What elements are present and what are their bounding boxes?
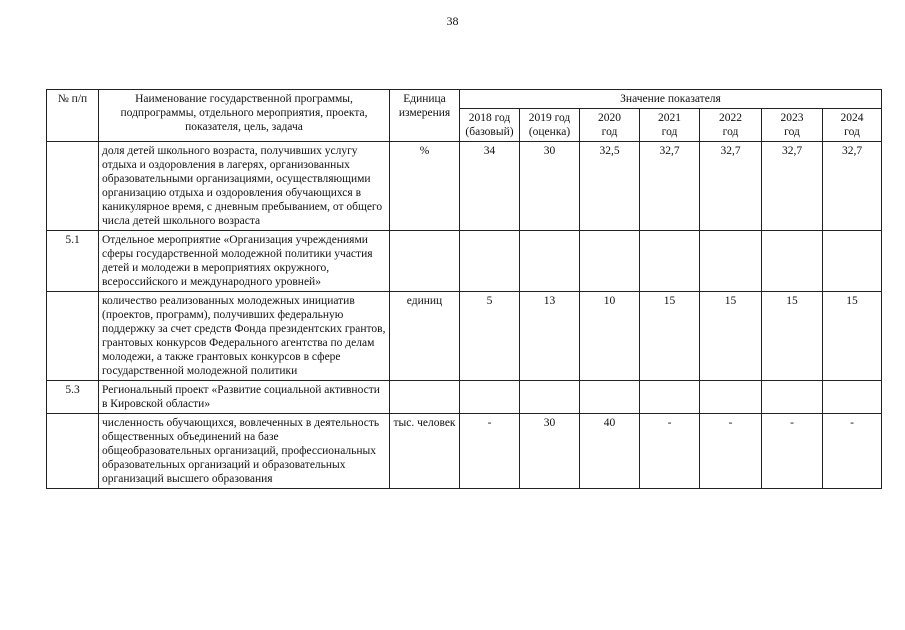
row-value: 32,7 xyxy=(700,142,762,231)
row-unit xyxy=(390,381,460,414)
row-value: 10 xyxy=(580,292,640,381)
header-year-2 xyxy=(580,109,640,142)
row-number xyxy=(47,414,99,489)
header-year-label: 2019 год xyxy=(528,112,571,124)
row-name: Региональный проект «Развитие социальной активности в Кировской области» xyxy=(99,381,390,414)
row-value: - xyxy=(640,414,700,489)
row-unit xyxy=(390,231,460,292)
row-value: 30 xyxy=(520,142,580,231)
indicators-table xyxy=(46,89,882,489)
header-year-note: год xyxy=(601,126,618,138)
row-value xyxy=(762,381,823,414)
header-year-label: 2018 год xyxy=(468,112,511,124)
row-value xyxy=(460,381,520,414)
header-year-label: 2024 xyxy=(840,112,864,124)
row-value: 13 xyxy=(520,292,580,381)
row-value: 32,7 xyxy=(762,142,823,231)
row-number: 5.1 xyxy=(47,231,99,292)
row-unit: тыс. человек xyxy=(390,414,460,489)
row-value: 15 xyxy=(640,292,700,381)
row-value: - xyxy=(460,414,520,489)
row-value xyxy=(762,231,823,292)
row-number xyxy=(47,292,99,381)
header-year-4 xyxy=(700,109,762,142)
header-year-5 xyxy=(762,109,823,142)
header-name: Наименование государственной программы, подпрограммы, отдельного мероприятия, проекта, показателя, цель, задача xyxy=(99,90,390,142)
row-value xyxy=(460,231,520,292)
row-value xyxy=(640,231,700,292)
row-value: - xyxy=(823,414,882,489)
row-value xyxy=(580,381,640,414)
row-value: - xyxy=(700,414,762,489)
header-year-label: 2020 xyxy=(598,112,621,124)
page-number: 38 xyxy=(446,14,459,28)
row-value xyxy=(640,381,700,414)
header-year-note: (оценка) xyxy=(528,126,571,138)
row-value xyxy=(520,231,580,292)
header-number: № п/п xyxy=(47,90,99,142)
header-year-1 xyxy=(520,109,580,142)
header-unit: Единица измерения xyxy=(390,90,460,142)
table-row xyxy=(47,142,882,231)
header-year-note: год xyxy=(784,126,800,138)
row-value xyxy=(580,231,640,292)
row-number: 5.3 xyxy=(47,381,99,414)
row-value: 15 xyxy=(823,292,882,381)
row-name: численность обучающихся, вовлеченных в деятельность общественных объединений на базе общеобразовательных организаций, профессиональных образовательных организаций и образовательных организаций высшего образования xyxy=(99,414,390,489)
row-value: 32,7 xyxy=(640,142,700,231)
header-year-0 xyxy=(460,109,520,142)
header-year-label: 2023 xyxy=(780,112,804,124)
header-year-note: год xyxy=(722,126,739,138)
row-value: 15 xyxy=(762,292,823,381)
table-row xyxy=(47,414,882,489)
row-value: 32,7 xyxy=(823,142,882,231)
table-row xyxy=(47,381,882,414)
row-name: Отдельное мероприятие «Организация учреждениями сферы государственной молодежной политики участия детей и молодежи в мероприятиях окружного, всероссийского и международного уровней» xyxy=(99,231,390,292)
row-unit: % xyxy=(390,142,460,231)
header-year-3 xyxy=(640,109,700,142)
row-value: 32,5 xyxy=(580,142,640,231)
row-name: количество реализованных молодежных инициатив (проектов, программ), получивших федеральную поддержку за счет средств Фонда президентских грантов, грантовых конкурсов Федерального агентства по делам молодежи, а также грантовых конкурсов в сфере государственной молодежной политики xyxy=(99,292,390,381)
row-value: 30 xyxy=(520,414,580,489)
table-row xyxy=(47,231,882,292)
row-value: 34 xyxy=(460,142,520,231)
row-value: 40 xyxy=(580,414,640,489)
row-number xyxy=(47,142,99,231)
header-year-label: 2021 xyxy=(658,112,681,124)
row-value xyxy=(823,231,882,292)
table-body xyxy=(47,142,882,489)
row-value xyxy=(520,381,580,414)
row-value: 15 xyxy=(700,292,762,381)
header-row xyxy=(47,90,882,109)
row-value xyxy=(700,231,762,292)
row-value xyxy=(823,381,882,414)
row-value: 5 xyxy=(460,292,520,381)
header-year-note: год xyxy=(661,126,678,138)
row-name: доля детей школьного возраста, получивших услугу отдыха и оздоровления в лагерях, организованных образовательными организациями, осуществляющими организацию отдыха и оздоровления обучающихся в каникулярное время, с дневным пребыванием, от общего числа детей школьного возраста xyxy=(99,142,390,231)
row-unit: единиц xyxy=(390,292,460,381)
row-value xyxy=(700,381,762,414)
table-row xyxy=(47,292,882,381)
header-year-note: (базовый) xyxy=(465,126,514,138)
row-value: - xyxy=(762,414,823,489)
header-year-label: 2022 xyxy=(719,112,742,124)
header-year-note: год xyxy=(844,126,860,138)
header-values: Значение показателя xyxy=(460,90,882,109)
header-year-6 xyxy=(823,109,882,142)
